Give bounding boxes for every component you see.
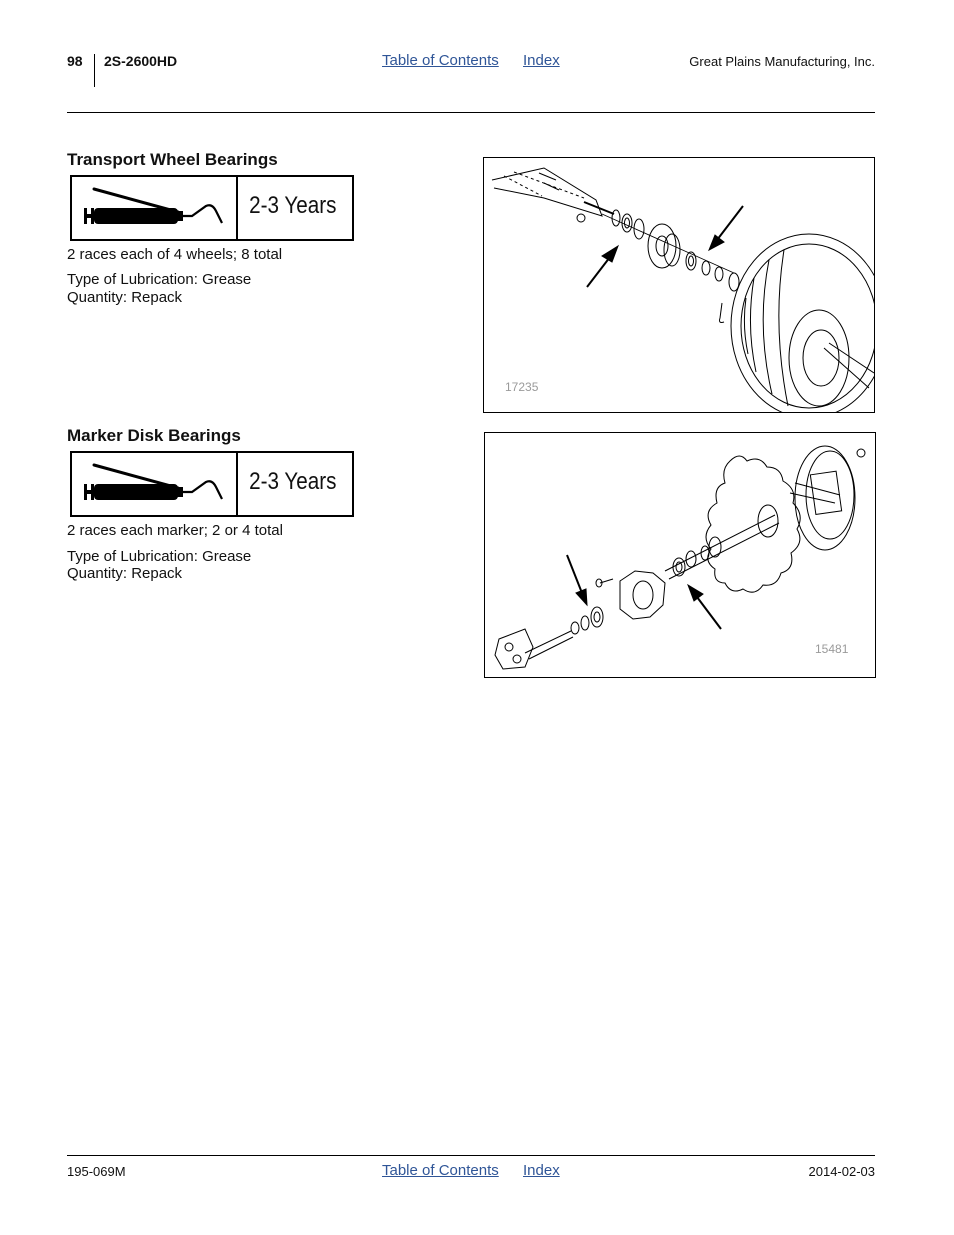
grease-gun-icon (72, 453, 238, 515)
lube-interval-box (70, 451, 354, 517)
header-divider (94, 54, 95, 87)
lube-interval-text: 2-3 Years (248, 468, 336, 495)
section-title-marker-disk-bearings: Marker Disk Bearings (67, 426, 241, 445)
lube-interval-box (70, 175, 354, 241)
bearing-count-text: 2 races each marker; 2 or 4 total (67, 522, 283, 539)
lubrication-type-text: Type of Lubrication: Grease (67, 271, 252, 288)
page-number: 98 (67, 53, 83, 69)
section-title-transport-wheel-bearings: Transport Wheel Bearings (67, 150, 278, 169)
marker-disk-illustration (485, 433, 875, 677)
header-toc-link[interactable]: Table of Contents (382, 52, 499, 69)
lube-interval-text: 2-3 Years (248, 192, 336, 219)
header-index-link[interactable]: Index (523, 52, 560, 69)
model-name: 2S-2600HD (104, 53, 178, 69)
wheel-assembly-illustration (484, 158, 874, 412)
footer-index-link[interactable]: Index (523, 1162, 560, 1179)
figure-number: 17235 (505, 380, 539, 394)
header-rule (67, 112, 875, 113)
grease-gun-icon (72, 177, 238, 239)
company-name: Great Plains Manufacturing, Inc. (689, 54, 875, 69)
lubrication-quantity-text: Quantity: Repack (67, 289, 183, 306)
marker-disk-figure (484, 432, 876, 678)
lubrication-quantity-text: Quantity: Repack (67, 565, 183, 582)
footer-rule (67, 1155, 875, 1156)
bearing-count-text: 2 races each of 4 wheels; 8 total (67, 246, 283, 263)
figure-number: 15481 (815, 642, 849, 656)
lubrication-type-text: Type of Lubrication: Grease (67, 548, 252, 565)
footer-toc-link[interactable]: Table of Contents (382, 1162, 499, 1179)
document-number: 195-069M (67, 1164, 126, 1179)
transport-wheel-figure (483, 157, 875, 413)
document-date: 2014-02-03 (808, 1164, 875, 1179)
